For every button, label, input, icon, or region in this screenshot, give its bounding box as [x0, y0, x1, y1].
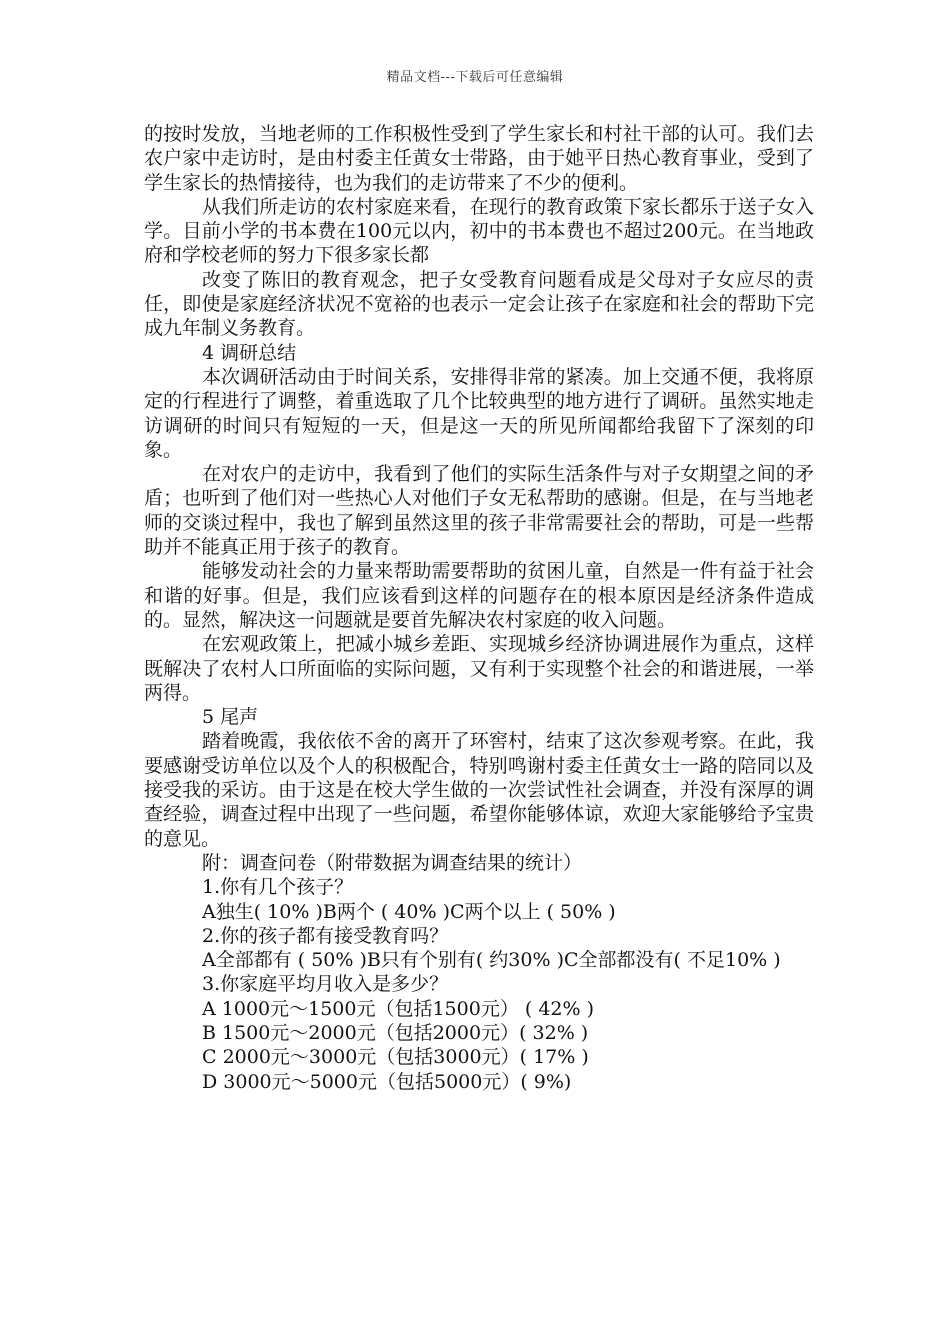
- appendix-heading: 附：调查问卷（附带数据为调查结果的统计）: [202, 851, 583, 874]
- survey-answer: B 1500元～2000元（包括2000元）( 32% ): [202, 1021, 589, 1044]
- paragraph: 在对农户的走访中，我看到了他们的实际生活条件与对子女期望之间的矛盾；也听到了他们对一些热心人对他们子女无私帮助的感谢。但是，在与当地老师的交谈过程中，我也了解到虽然这里的孩子非常需要社会的帮助，可是一些帮助并不能真正用于孩子的教育。: [144, 463, 814, 559]
- survey-answer: A 1000元～1500元（包括1500元） ( 42% ): [202, 997, 594, 1020]
- paragraph: 改变了陈旧的教育观念，把子女受教育问题看成是父母对子女应尽的责任，即使是家庭经济状况不宽裕的也表示一定会让孩子在家庭和社会的帮助下完成九年制义务教育。: [144, 268, 814, 340]
- survey-answer: D 3000元～5000元（包括5000元）( 9%): [202, 1070, 572, 1093]
- paragraph: 的按时发放，当地老师的工作积极性受到了学生家长和村社干部的认可。我们去农户家中走访时，是由村委主任黄女士带路，由于她平日热心教育事业，受到了学生家长的热情接待，也为我们的走访带来了不少的便利。: [144, 123, 814, 194]
- section-heading: 4 调研总结: [202, 341, 297, 364]
- paragraph: 踏着晚霞，我依依不舍的离开了环窖村，结束了这次参观考察。在此，我要感谢受访单位以及个人的积极配合，特别鸣谢村委主任黄女士一路的陪同以及接受我的采访。由于这是在校大学生做的一次尝试性社会调查，并没有深厚的调查经验，调查过程中出现了一些问题，希望你能够体谅，欢迎大家能够给予宝贵的意见。: [144, 730, 814, 850]
- survey-question: 1.你有几个孩子？: [202, 876, 354, 899]
- paragraph: 从我们所走访的农村家庭来看，在现行的教育政策下家长都乐于送子女入学。目前小学的书本费在100元以内，初中的书本费也不超过200元。在当地政府和学校老师的努力下很多家长都: [144, 195, 814, 267]
- survey-answer: A全部都有 ( 50% )B只有个别有( 约30% )C全部都没有( 不足10% ): [202, 949, 781, 972]
- paragraph: 能够发动社会的力量来帮助需要帮助的贫困儿童，自然是一件有益于社会和谐的好事。但是，我们应该看到这样的问题存在的根本原因是经济条件造成的。显然，解决这一问题就是要首先解决农村家庭的收入问题。: [144, 560, 814, 631]
- survey-answer: A独生( 10% )B两个 ( 40% )C两个以上 ( 50% ): [202, 900, 616, 923]
- page-header: 精品文档---下载后可任意编辑: [386, 70, 564, 85]
- document-body: [144, 122, 814, 1094]
- survey-answer: C 2000元～3000元（包括3000元）( 17% ): [202, 1046, 589, 1069]
- survey-question: 3.你家庭平均月收入是多少？: [202, 973, 449, 996]
- section-heading: 5 尾声: [202, 706, 259, 729]
- survey-question: 2.你的孩子都有接受教育吗？: [202, 924, 449, 947]
- paragraph: 在宏观政策上，把减小城乡差距、实现城乡经济协调进展作为重点，这样既解决了农村人口所面临的实际问题，又有利于实现整个社会的和谐进展，一举两得。: [144, 633, 814, 704]
- paragraph: 本次调研活动由于时间关系，安排得非常的紧凑。加上交通不便，我将原定的行程进行了调整，着重选取了几个比较典型的地方进行了调研。虽然实地走访调研的时间只有短短的一天，但是这一天的所见所闻都给我留下了深刻的印象。: [144, 365, 814, 461]
